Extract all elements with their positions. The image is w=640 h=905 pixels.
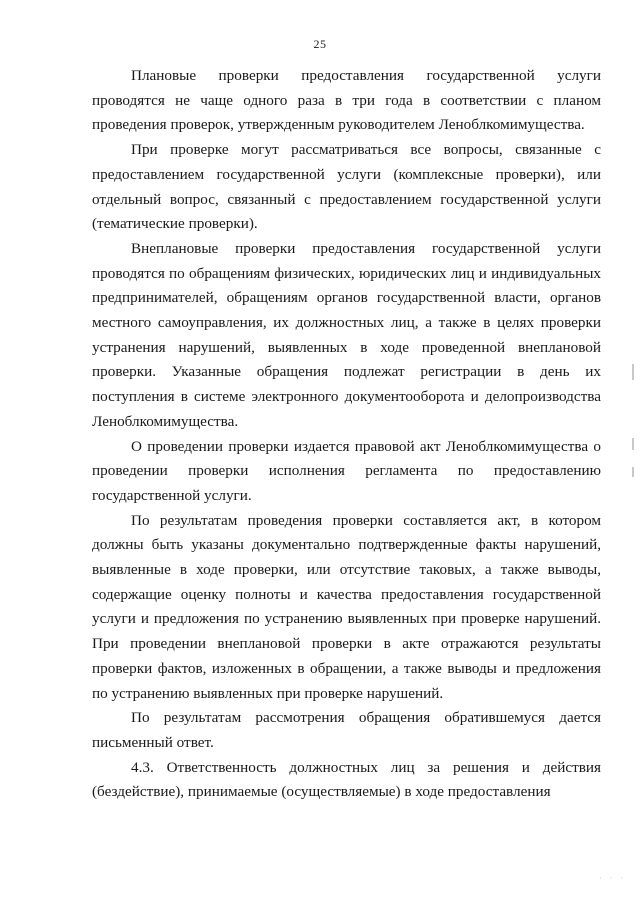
document-body — [92, 64, 601, 805]
paragraph-legal-act: О проведении проверки издается правовой акт Леноблкомимущества о проведении проверки исполнения регламента по предоставлению государственной услуги. — [92, 437, 601, 504]
scan-margin-mark — [632, 364, 634, 380]
paragraph-inspection-scope: При проверке могут рассматриваться все вопросы, связанные с предоставлением государственной услуги (комплексные проверки), или отдельный вопрос, связанный с предоставлением государственной услуги (тематические проверки). — [92, 141, 601, 233]
paragraph-section-4-3: 4.3. Ответственность должностных лиц за решения и действия (бездействие), принимаемые (осуществляемые) в ходе предоставления — [92, 758, 601, 801]
scan-margin-mark — [632, 438, 634, 450]
paragraph-inspection-report: По результатам проведения проверки составляется акт, в котором должны быть указаны документально подтвержденные факты нарушений, выявленные в ходе проверки, или отсутствие таковых, а также выводы, содержащие оценку полноты и качества предоставления государственной услуги и предложения по устранению выявленных при проверке нарушений. При проведении внеплановой проверки в акте отражаются результаты проверки фактов, изложенных в обращении, а также выводы и предложения по устранению выявленных при проверке нарушений. — [92, 511, 601, 702]
paragraph-written-reply: По результатам рассмотрения обращения обратившемуся дается письменный ответ. — [92, 709, 601, 751]
paragraph-planned-inspections: Плановые проверки предоставления государственной услуги проводятся не чаще одного раза в три года в соответствии с планом проведения проверок, утвержденным руководителем Леноблкомимущества. — [92, 67, 601, 134]
scan-margin-mark — [632, 467, 634, 477]
scan-corner-mark: · · · — [599, 874, 626, 883]
paragraph-unplanned-inspections: Внеплановые проверки предоставления государственной услуги проводятся по обращениям физических, юридических лиц и индивидуальных предпринимателей, обращениям органов государственной власти, органов местного самоуправления, их должностных лиц, а также в целях проверки устранения нарушений, выявленных в ходе проведенной внеплановой проверки. Указанные обращения подлежат регистрации в день их поступления в системе электронного документооборота и делопроизводства Леноблкомимущества. — [92, 239, 601, 430]
page-number: 25 — [313, 37, 327, 51]
